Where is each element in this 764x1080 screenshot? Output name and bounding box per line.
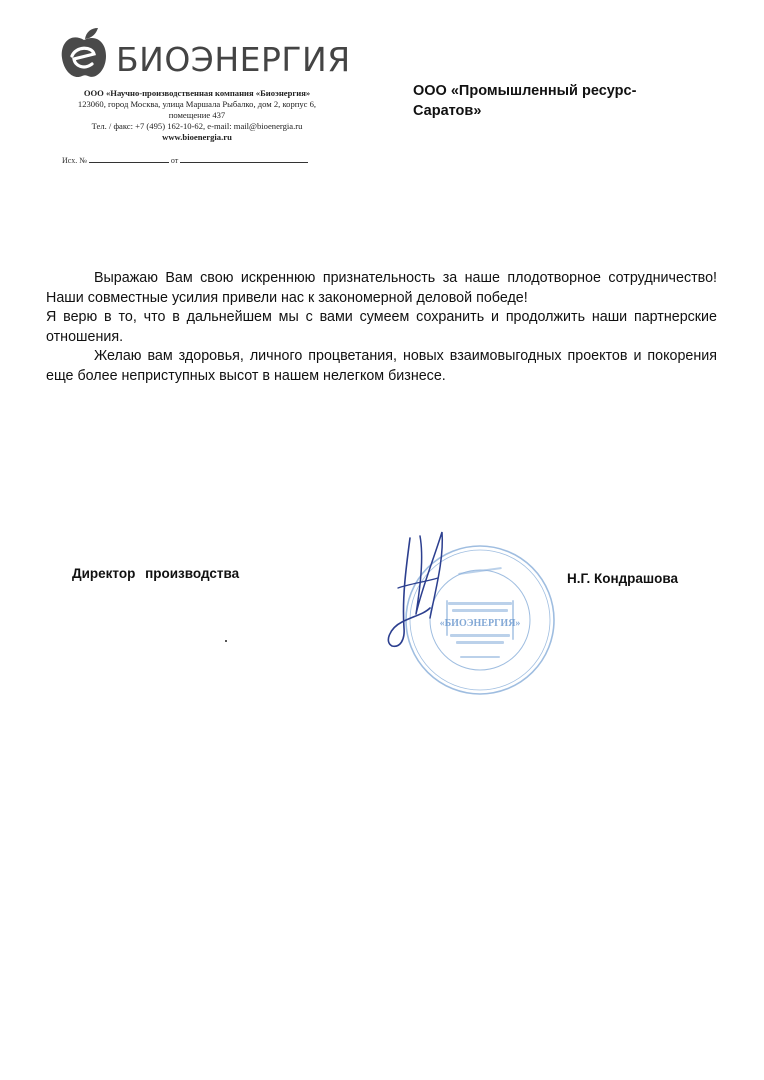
outgoing-ref-line [62,154,308,165]
addressee-line2: Саратов» [413,103,482,119]
signatory-name: Н.Г. Кондрашова [567,571,679,586]
body-paragraph-3: Желаю вам здоровья, личного процветания, новых взаимовыгодных проектов и покорения еще более неприступных высот в нашем нелегком бизнесе. [46,348,717,384]
ref-date-blank [180,154,308,163]
signatory-title: Директор производства [72,566,240,581]
company-name: ООО «Научно-производственная компания «Биоэнергия» [83,88,311,98]
stray-dot [225,640,227,642]
ref-number-label: Исх. № [62,156,87,165]
addressee-line1: ООО «Промышленный ресурс- [413,83,637,99]
company-address-line1: 123060, город Москва, улица Маршала Рыбалко, дом 2, корпус 6, [77,99,317,109]
letterhead-info [52,88,342,143]
company-logo [58,26,351,84]
body-paragraph-1: Выражаю Вам свою искреннюю признательность за наше плодотворное сотрудничество! Наши совместные усилия привели нас к закономерной деловой победе! [46,270,717,306]
body-paragraph-2: Я верю в то, что в дальнейшем мы с вами сумеем сохранить и продолжить наши партнерские отношения. [46,309,717,345]
company-address-line2: помещение 437 [168,110,226,120]
addressee [413,81,693,121]
stamp-center-text: «БИОЭНЕРГИЯ» [439,618,521,629]
apple-leaf-logo-icon [58,26,110,82]
ref-date-label: от [170,156,179,165]
company-contacts: Тел. / факс: +7 (495) 162-10-62, e-mail: mail@bioenergia.ru [91,121,303,131]
ref-number-blank [89,154,169,163]
logo-wordmark: БИОЭНЕРГИЯ [116,40,351,79]
letter-body [46,269,717,386]
handwritten-signature [380,518,470,658]
company-website: www.bioenergia.ru [162,132,232,142]
